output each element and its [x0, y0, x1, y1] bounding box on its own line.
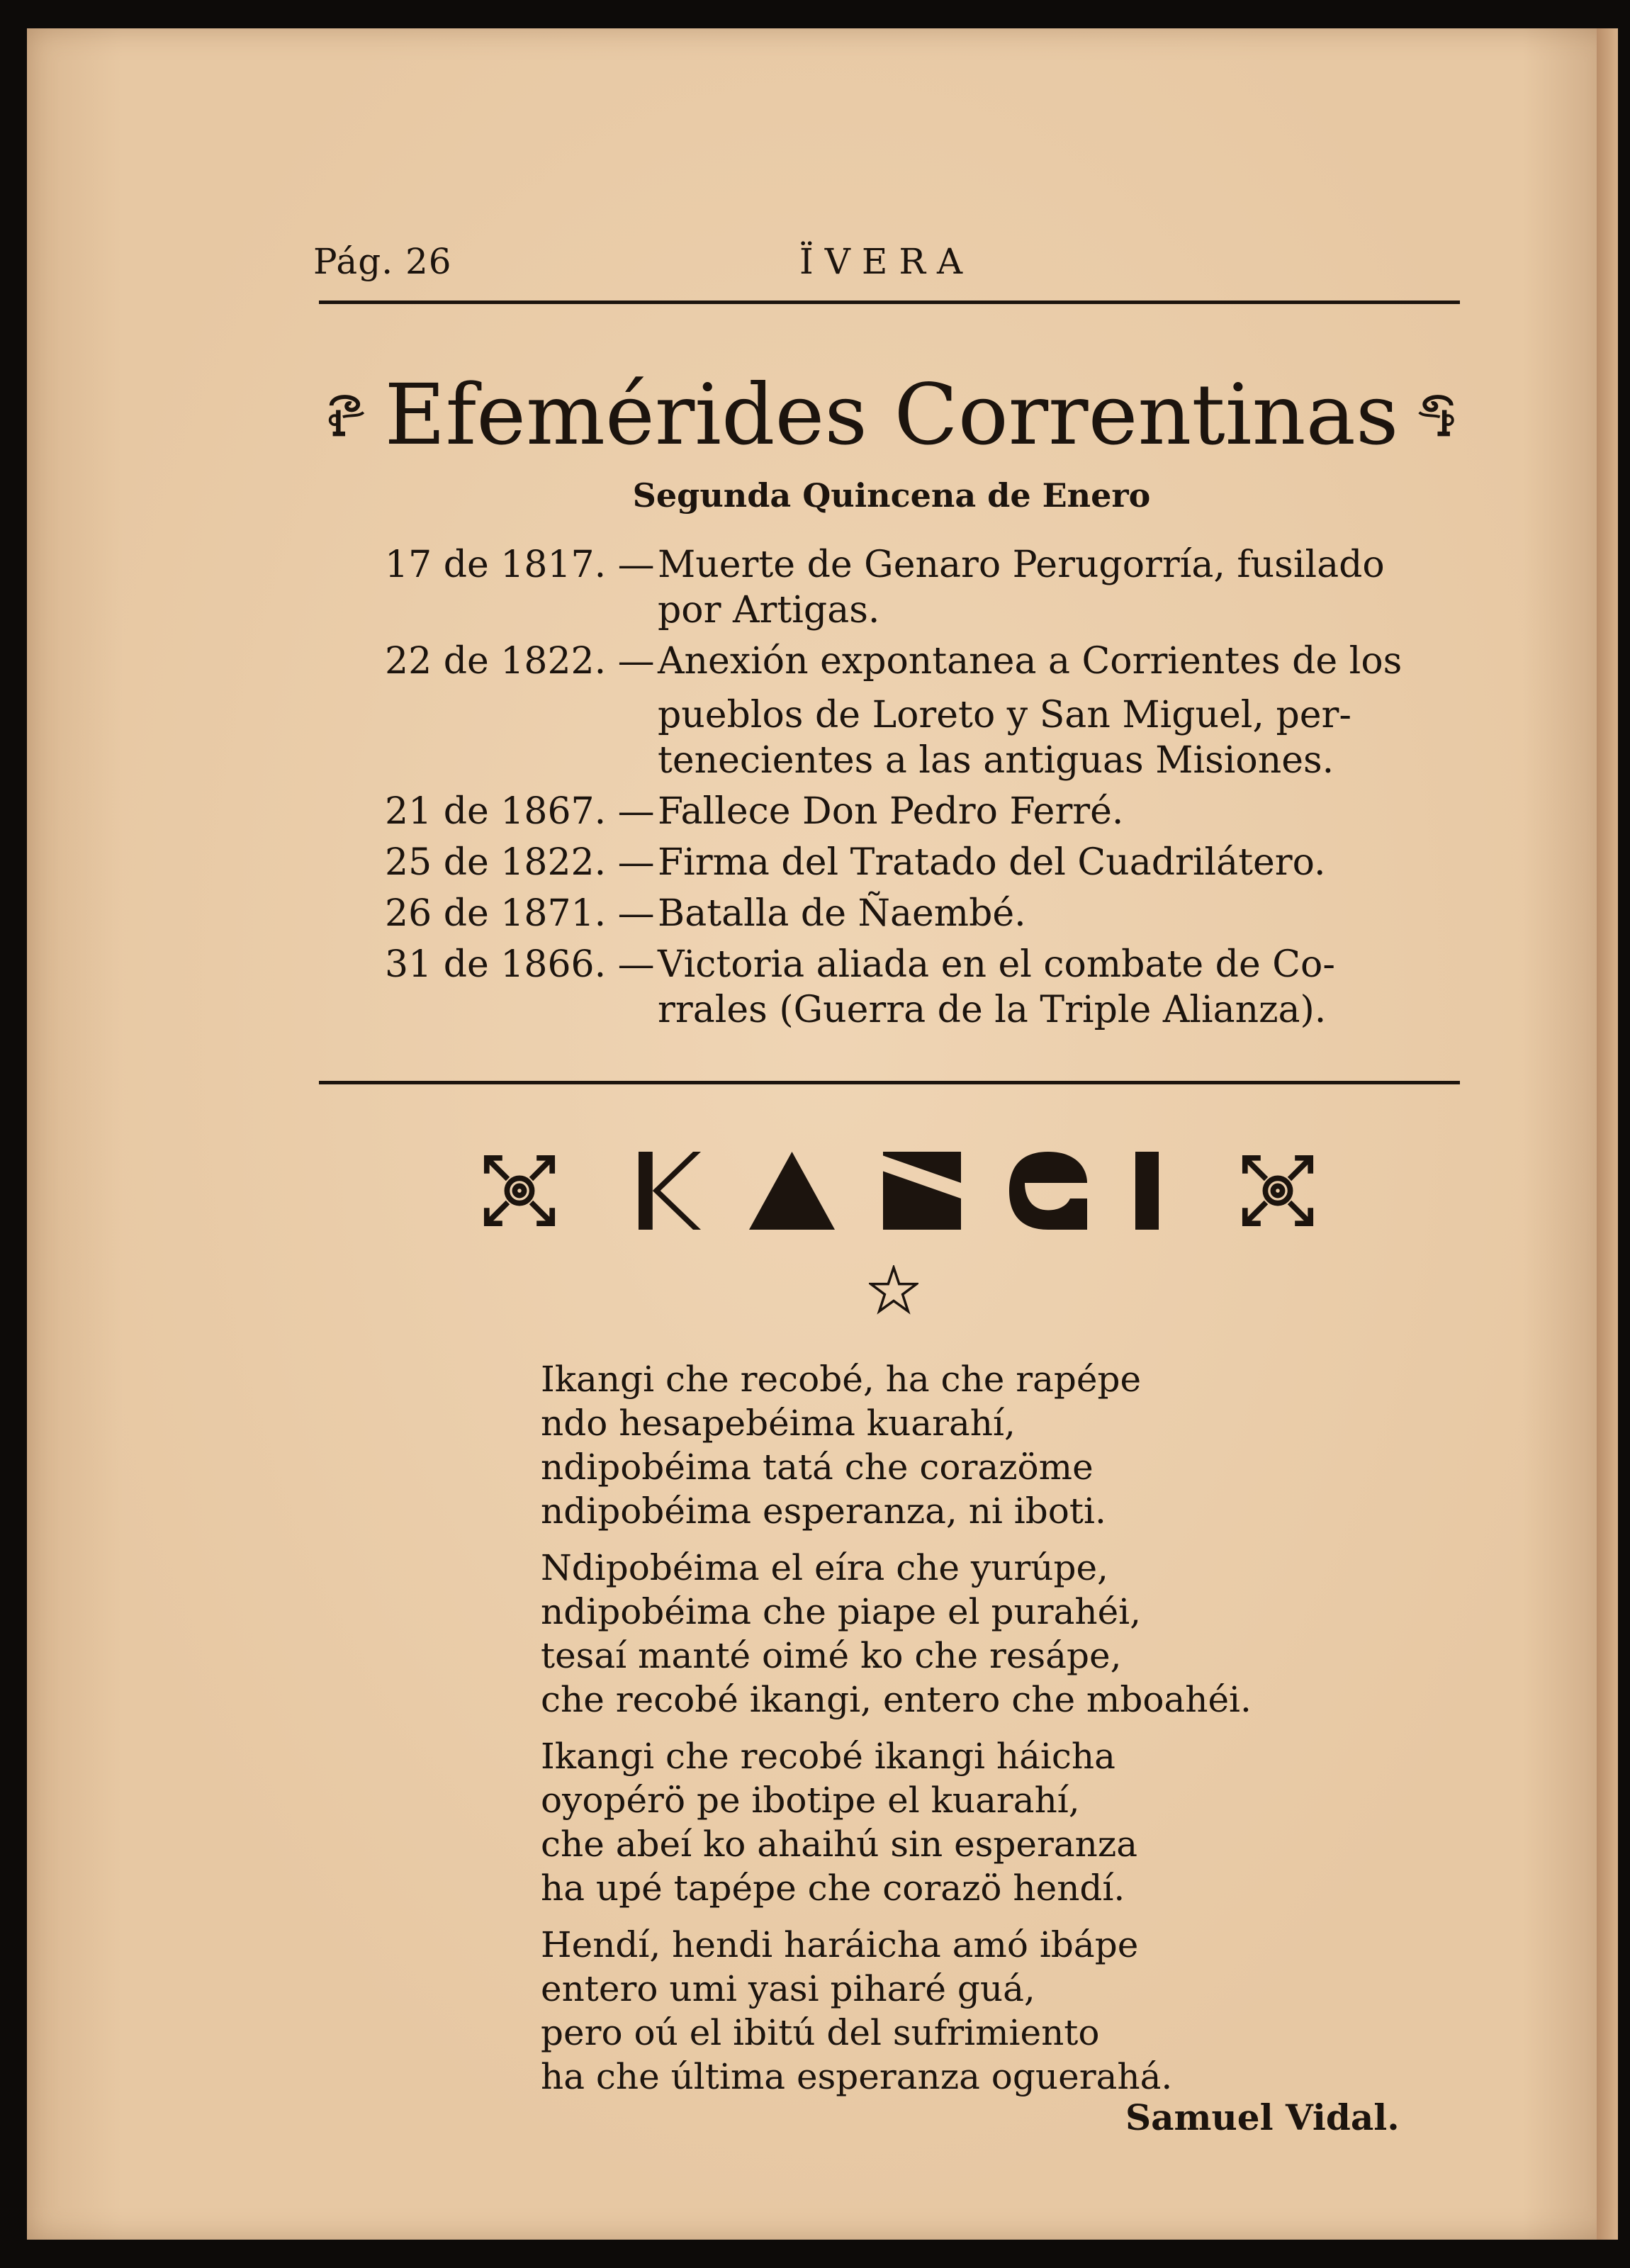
list-item	[385, 840, 1434, 885]
poem-title-letter-i	[1135, 1152, 1159, 1230]
entry-line: Batalla de Ñaembé.	[658, 892, 1026, 935]
efemerides-list	[385, 542, 1434, 1038]
entry-date: 21 de 1867. —	[385, 790, 655, 833]
knot-ornament-icon	[1239, 1152, 1317, 1230]
entry-line: Firma del Tratado del Cuadrilátero.	[658, 841, 1326, 884]
entry-line: por Artigas.	[658, 589, 880, 631]
poem-line: Ikangi che recobé ikangi háicha	[541, 1736, 1115, 1777]
poem-title	[639, 1152, 1159, 1230]
entry-line: Victoria aliada en el combate de Co-	[658, 943, 1335, 986]
list-item	[385, 891, 1434, 936]
knot-ornament-icon	[480, 1152, 558, 1230]
poem-line: ha upé tapépe che corazö hendí.	[541, 1868, 1125, 1909]
entry-text	[658, 942, 1434, 1033]
entry-line: pueblos de Loreto y San Miguel, per-	[658, 694, 1351, 736]
poem-line: ndipobéima che piape el purahéi,	[541, 1591, 1142, 1632]
entry-date: 25 de 1822. —	[385, 841, 655, 884]
header-rule	[319, 301, 1460, 304]
poem-stanza	[541, 1734, 1462, 1910]
poem-stanza	[541, 1546, 1462, 1722]
poem-line: ha che última esperanza oguerahá.	[541, 2056, 1173, 2097]
poem-line: entero umi yasi piharé guá,	[541, 1968, 1035, 2009]
entry-text	[658, 639, 1434, 783]
publication-title: ÏVERA	[799, 241, 974, 282]
poem-line: pero oú el ibitú del sufrimiento	[541, 2012, 1100, 2053]
poem-line: tesaí manté oimé ko che resápe,	[541, 1635, 1122, 1676]
entry-text	[658, 542, 1434, 633]
list-item	[385, 789, 1434, 834]
entry-line: Fallece Don Pedro Ferré.	[658, 790, 1124, 833]
page-spine-edge	[1597, 28, 1618, 2240]
poem-title-letter-g	[1009, 1152, 1087, 1230]
entry-line: rrales (Guerra de la Triple Alianza).	[658, 989, 1327, 1031]
magazine-page	[27, 28, 1618, 2240]
entry-date: 31 de 1866. —	[385, 943, 655, 986]
poem-stanza	[541, 1923, 1462, 2099]
entry-text	[658, 789, 1434, 834]
efemerides-title: Efemérides Correntinas	[384, 366, 1399, 464]
entry-line: Anexión expontanea a Corrientes de los	[658, 640, 1403, 683]
poem-title-letter-k	[639, 1152, 701, 1230]
entry-date: 26 de 1871. —	[385, 892, 655, 935]
efemerides-heading	[325, 351, 1458, 478]
section-rule	[319, 1081, 1460, 1084]
poem-title-letter-n	[883, 1152, 961, 1230]
poem-line: oyopérö pe ibotipe el kuarahí,	[541, 1780, 1080, 1821]
poem-line: che recobé ikangi, entero che mboahéi.	[541, 1679, 1252, 1720]
poem-line: Ikangi che recobé, ha che rapépe	[541, 1359, 1142, 1400]
poem-line: ndipobéima tatá che corazöme	[541, 1447, 1094, 1488]
poem-heading	[480, 1138, 1317, 1244]
poem-line: ndo hesapebéima kuarahí,	[541, 1403, 1016, 1444]
entry-line: tenecientes a las antiguas Misiones.	[658, 739, 1334, 782]
page-number: Pág. 26	[313, 241, 452, 282]
poem-line: Hendí, hendi haráicha amó ibápe	[541, 1924, 1139, 1965]
entry-date: 17 de 1817. —	[385, 544, 655, 586]
entry-text	[658, 840, 1434, 885]
poem-author: Samuel Vidal.	[1125, 2096, 1400, 2138]
poem-line: Ndipobéima el eíra che yurúpe,	[541, 1547, 1108, 1588]
poem-line: ndipobéima esperanza, ni iboti.	[541, 1491, 1106, 1532]
poem-body	[541, 1357, 1462, 2111]
list-item	[385, 639, 1434, 783]
poem-line: che abeí ko ahaihú sin esperanza	[541, 1824, 1138, 1865]
star-icon	[869, 1265, 918, 1315]
entry-line: Muerte de Genaro Perugorría, fusilado	[658, 544, 1385, 586]
list-item	[385, 542, 1434, 633]
entry-text	[658, 891, 1434, 936]
poem-stanza	[541, 1357, 1462, 1533]
scroll-ornament-icon	[1412, 361, 1458, 468]
entry-date: 22 de 1822. —	[385, 640, 655, 683]
poem-title-letter-a	[749, 1152, 835, 1230]
scroll-ornament-icon	[325, 361, 371, 468]
efemerides-subtitle: Segunda Quincena de Enero	[632, 476, 1151, 515]
list-item	[385, 942, 1434, 1033]
